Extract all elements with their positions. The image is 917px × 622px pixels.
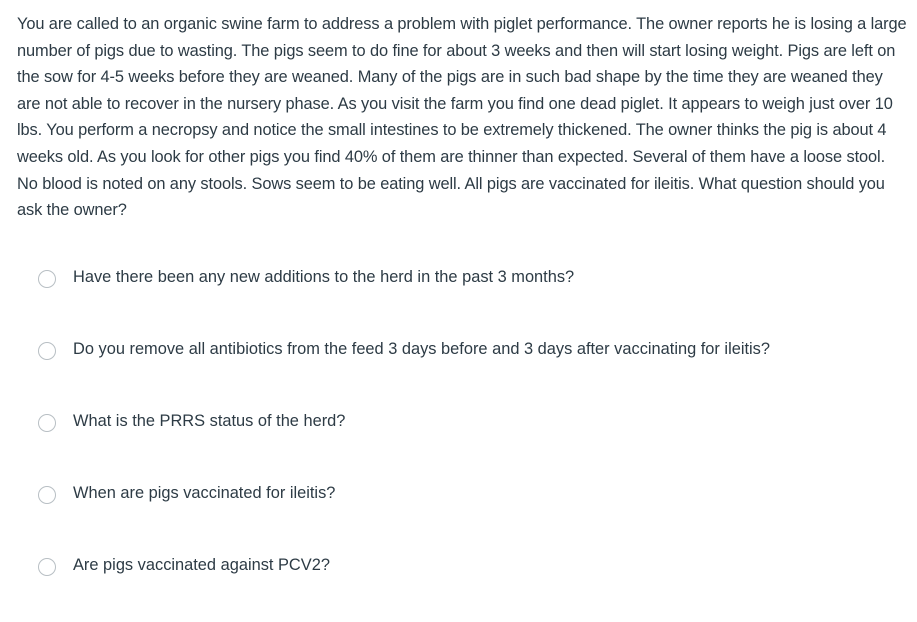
- answer-label[interactable]: When are pigs vaccinated for ileitis?: [73, 484, 336, 502]
- answer-option-5[interactable]: [38, 550, 898, 580]
- radio-button[interactable]: [38, 414, 56, 432]
- question-text: You are called to an organic swine farm to address a problem with piglet performance. The owner reports he is losing a large number of pigs due to wasting. The pigs seem to do fine for about 3 weeks and then will start losing weight. Pigs are left on the sow for 4-5 weeks before they are weaned. Many of the pigs are in such bad shape by the time they are weaned they are not able to recover in the nursery phase. As you visit the farm you find one dead piglet. It appears to weigh just over 10 lbs. You perform a necropsy and notice the small intestines to be extremely thickened. The owner thinks the pig is about 4 weeks old. As you look for other pigs you find 40% of them are thinner than expected. Several of them have a loose stool. No blood is noted on any stools. Sows seem to be eating well. All pigs are vaccinated for ileitis. What question should you ask the owner?: [17, 15, 907, 220]
- answer-label[interactable]: Are pigs vaccinated against PCV2?: [73, 556, 330, 574]
- radio-button[interactable]: [38, 558, 56, 576]
- radio-button[interactable]: [38, 486, 56, 504]
- radio-button[interactable]: [38, 342, 56, 360]
- answer-label[interactable]: Do you remove all antibiotics from the feed 3 days before and 3 days after vaccinating for ileitis?: [73, 340, 770, 358]
- answer-option-2[interactable]: [38, 334, 898, 364]
- answer-label[interactable]: Have there been any new additions to the herd in the past 3 months?: [73, 268, 575, 286]
- answer-option-4[interactable]: [38, 478, 898, 508]
- answer-list: [38, 262, 898, 622]
- answer-label[interactable]: What is the PRRS status of the herd?: [73, 412, 346, 430]
- radio-button[interactable]: [38, 270, 56, 288]
- answer-option-1[interactable]: [38, 262, 898, 292]
- answer-option-3[interactable]: [38, 406, 898, 436]
